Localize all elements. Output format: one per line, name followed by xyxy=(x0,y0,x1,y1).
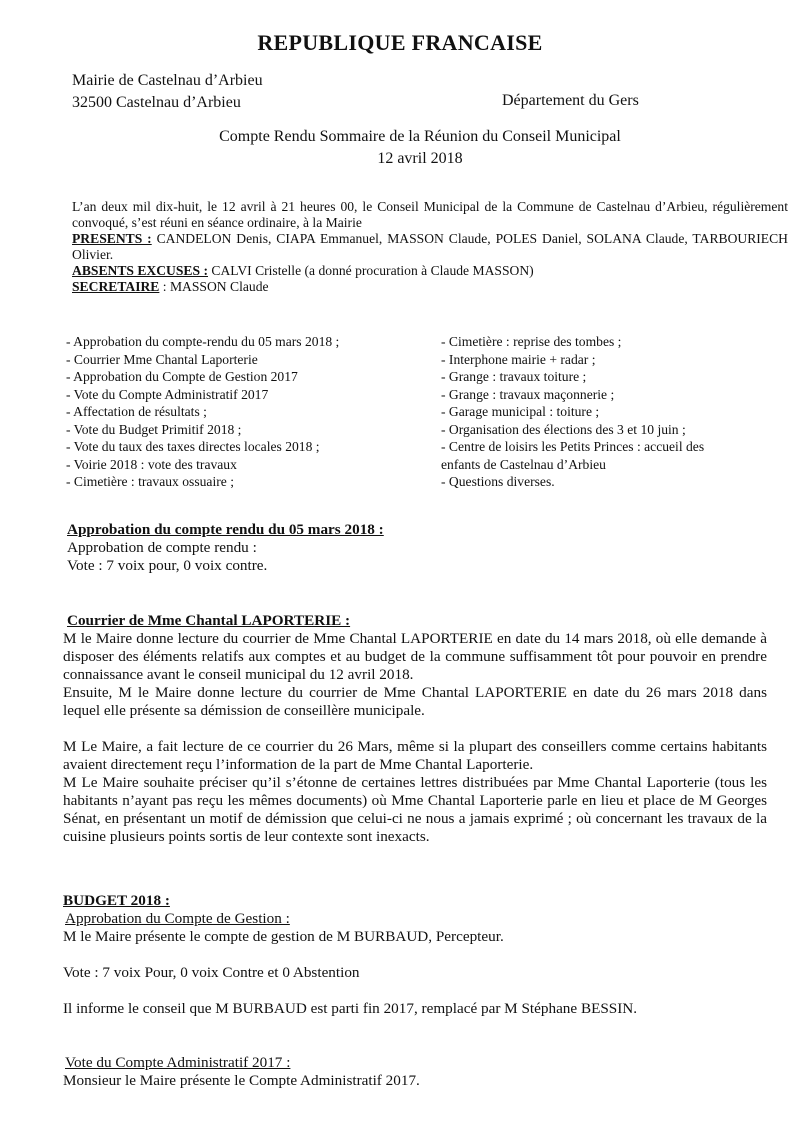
agenda-item: - Vote du taux des taxes directes locales 2018 ; xyxy=(66,439,320,454)
section-line: Approbation de compte rendu : xyxy=(67,539,257,556)
section-paragraph: M le Maire présente le compte de gestion de M BURBAUD, Percepteur. xyxy=(63,928,504,945)
section-heading: Courrier de Mme Chantal LAPORTERIE : xyxy=(67,612,351,629)
section-vote: Vote : 7 voix Pour, 0 voix Contre et 0 Abstention xyxy=(63,964,360,981)
section-paragraph: M le Maire donne lecture du courrier de Mme Chantal LAPORTERIE en date du 14 mars 2018, où elle demande à disposer des éléments relatifs aux comptes et au budget de la commune suffisamment tôt pour pouvoir en prendre connaissance avant le conseil municipal du 12 avril 2018. xyxy=(63,630,767,683)
agenda-item: - Affectation de résultats ; xyxy=(66,404,207,419)
absents-line xyxy=(72,263,788,279)
agenda-item: - Vote du Budget Primitif 2018 ; xyxy=(66,421,242,437)
absents-label: ABSENTS EXCUSES : xyxy=(72,263,208,278)
section-paragraph: Monsieur le Maire présente le Compte Administratif 2017. xyxy=(63,1072,420,1089)
section-budget xyxy=(63,892,767,1090)
section-paragraph: Il informe le conseil que M BURBAUD est parti fin 2017, remplacé par M Stéphane BESSIN. xyxy=(63,1000,638,1017)
presents-label: PRESENTS : xyxy=(72,231,152,246)
agenda-item: - Organisation des élections des 3 et 10 juin ; xyxy=(441,421,686,437)
agenda-item: - Cimetière : travaux ossuaire ; xyxy=(66,474,234,489)
agenda-item: - Grange : travaux maçonnerie ; xyxy=(441,386,615,402)
agenda-left-column xyxy=(66,333,426,491)
section-paragraph: Ensuite, M le Maire donne lecture du courrier de Mme Chantal LAPORTERIE en date du 26 mars 2018 dans lequel elle présente sa démission de conseillère municipale. xyxy=(63,684,767,719)
absents-names: CALVI Cristelle (a donné procuration à Claude MASSON) xyxy=(207,263,534,278)
paragraph-gap xyxy=(63,946,767,964)
subsection-heading: Vote du Compte Administratif 2017 : xyxy=(65,1054,291,1071)
agenda-item: - Garage municipal : toiture ; xyxy=(441,404,600,419)
agenda-right-column xyxy=(441,333,791,491)
section-heading: Approbation du compte rendu du 05 mars 2018 : xyxy=(67,521,384,538)
agenda-item: - Questions diverses. xyxy=(441,474,555,489)
agenda-item: - Grange : travaux toiture ; xyxy=(441,369,587,384)
agenda-item: - Centre de loisirs les Petits Princes : accueil des xyxy=(441,439,705,454)
mairie-address xyxy=(72,70,263,114)
section-heading: BUDGET 2018 : xyxy=(63,892,170,909)
agenda-item: - Voirie 2018 : vote des travaux xyxy=(66,456,237,472)
section-paragraph: M Le Maire, a fait lecture de ce courrier du 26 Mars, même si la plupart des conseillers comme certains habitants avaient directement reçu l’information de la part de Mme Chantal Laporterie. xyxy=(63,738,767,773)
paragraph-gap xyxy=(63,982,767,1000)
presents-line xyxy=(72,231,788,263)
meeting-intro xyxy=(72,199,788,295)
section-paragraph: M Le Maire souhaite préciser qu’il s’étonne de certaines lettres distribuées par Mme Chantal Laporterie (tous les habitants n’ayant pas reçu les mêmes documents) où Mme Chantal Laporterie parle en lieu et place de M Georges Sénat, en présentant un motif de démission que celui-ci ne nous a jamais exprimé ; où concernant les travaux de la cuisine plusieurs points sortis de leur contexte sont inexacts. xyxy=(63,774,767,845)
mairie-city: 32500 Castelnau d’Arbieu xyxy=(72,94,241,111)
section-vote: Vote : 7 voix pour, 0 voix contre. xyxy=(67,557,268,574)
agenda-item: - Approbation du compte-rendu du 05 mars 2018 ; xyxy=(66,334,340,349)
secretaire-name: : MASSON Claude xyxy=(159,279,269,294)
section-courrier xyxy=(63,612,767,846)
departement: Département du Gers xyxy=(502,92,639,109)
agenda-item: - Courrier Mme Chantal Laporterie xyxy=(66,351,258,367)
paragraph-gap xyxy=(63,1036,767,1054)
agenda-item: enfants de Castelnau d’Arbieu xyxy=(441,456,606,472)
agenda-item: - Interphone mairie + radar ; xyxy=(441,351,596,367)
secretaire-line xyxy=(72,279,788,295)
secretaire-label: SECRETAIRE xyxy=(72,279,160,294)
paragraph-gap xyxy=(63,1018,767,1036)
agenda-item: - Approbation du Compte de Gestion 2017 xyxy=(66,369,298,384)
report-title xyxy=(0,126,800,170)
agenda-item: - Cimetière : reprise des tombes ; xyxy=(441,334,622,349)
subsection-heading: Approbation du Compte de Gestion : xyxy=(65,910,290,927)
report-title-line: Compte Rendu Sommaire de la Réunion du Conseil Municipal xyxy=(219,128,621,145)
document-title: REPUBLIQUE FRANCAISE xyxy=(257,30,543,55)
agenda-item: - Vote du Compte Administratif 2017 xyxy=(66,386,269,402)
paragraph-gap xyxy=(63,720,767,738)
presents-names: CANDELON Denis, CIAPA Emmanuel, MASSON Claude, POLES Daniel, SOLANA Claude, TARBOURIECH Olivier. xyxy=(72,231,788,262)
intro-paragraph: L’an deux mil dix-huit, le 12 avril à 21 heures 00, le Conseil Municipal de la Commune de Castelnau d’Arbieu, régulièrement convoqué, s’est réuni en séance ordinaire, à la Mairie xyxy=(72,199,788,230)
report-date: 12 avril 2018 xyxy=(377,150,463,167)
mairie-name: Mairie de Castelnau d’Arbieu xyxy=(72,72,263,89)
section-approbation-cr xyxy=(63,521,767,575)
